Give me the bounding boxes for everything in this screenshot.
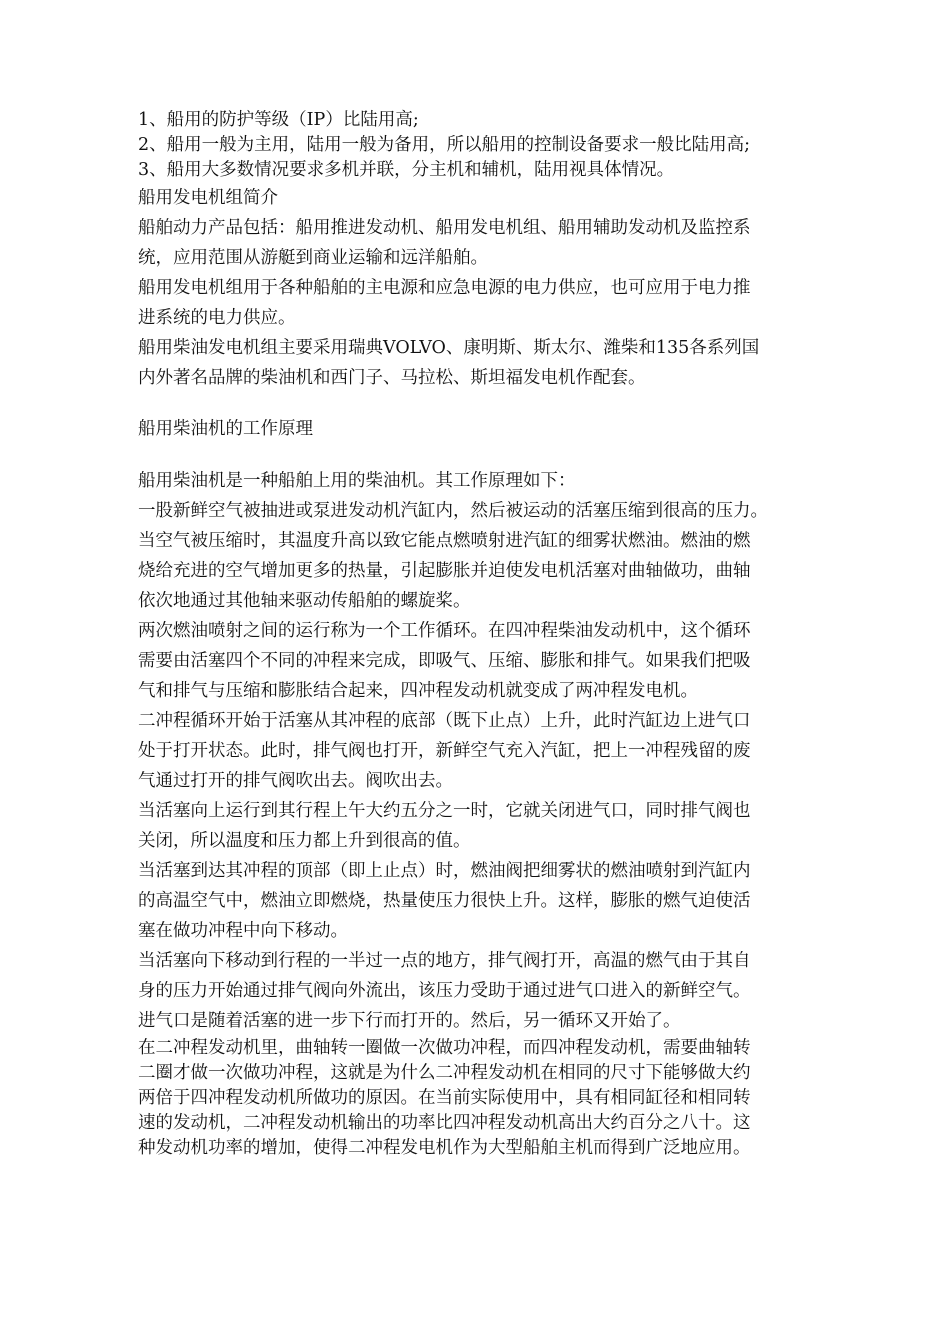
text-line: 种发动机功率的增加，使得二冲程发电机作为大型船舶主机而得到广泛地应用。 [138,1138,751,1158]
paragraph-generator-usage [138,273,828,333]
text-line: 的高温空气中，燃油立即燃烧，热量使压力很快上升。这样，膨胀的燃气迫使活 [138,891,751,911]
text-line: 船用发电机组简介 [138,188,278,208]
document-page [138,108,828,1161]
paragraph-compression [138,526,828,616]
spacer [138,393,828,417]
paragraph-brands [138,333,828,393]
paragraph-intro-principle [138,466,828,496]
paragraph-top-dead-center [138,856,828,946]
section-title-generator-intro [138,183,828,213]
text-line: 速的发动机，二冲程发动机输出的功率比四冲程发动机高出大约百分之八十。这 [138,1113,751,1133]
text-line: 统，应用范围从游艇到商业运输和远洋船舶。 [138,248,488,268]
text-line: 2、船用一般为主用，陆用一般为备用，所以船用的控制设备要求一般比陆用高; [138,135,751,155]
text-line: 在二冲程发动机里，曲轴转一圈做一次做功冲程，而四冲程发动机，需要曲轴转 [138,1038,751,1058]
text-line: 1、船用的防护等级（IP）比陆用高; [138,110,419,130]
spacer [138,442,828,466]
paragraph-power-products [138,213,828,273]
text-line: 烧给充进的空气增加更多的热量，引起膨胀并迫使发电机活塞对曲轴做功，曲轴 [138,561,751,581]
text-line: 处于打开状态。此时，排气阀也打开，新鲜空气充入汽缸，把上一冲程残留的废 [138,741,751,761]
text-line: 进系统的电力供应。 [138,308,296,328]
text-line: 船用柴油机是一种船舶上用的柴油机。其工作原理如下： [138,471,576,491]
text-line: 一股新鲜空气被抽进或泵进发动机汽缸内，然后被运动的活塞压缩到很高的压力。 [138,501,768,521]
paragraph-parallel-units [138,158,828,183]
text-line: 船舶动力产品包括：船用推进发动机、船用发电机组、船用辅助发动机及监控系 [138,218,751,238]
text-line: 需要由活塞四个不同的冲程来完成，即吸气、压缩、膨胀和排气。如果我们把吸 [138,651,751,671]
text-line: 内外著名品牌的柴油机和西门子、马拉松、斯坦福发电机作配套。 [138,368,646,388]
section-heading-working-principle: 船用柴油机的工作原理 [138,419,313,439]
text-line: 当活塞向下移动到行程的一半过一点的地方，排气阀打开，高温的燃气由于其自 [138,951,751,971]
paragraph-piston-up [138,796,828,856]
paragraph-air-intake [138,496,828,526]
text-line: 依次地通过其他轴来驱动传船舶的螺旋桨。 [138,591,471,611]
text-line: 当活塞到达其冲程的顶部（即上止点）时，燃油阀把细雾状的燃油喷射到汽缸内 [138,861,751,881]
paragraph-two-stroke-start [138,706,828,796]
text-line: 进气口是随着活塞的进一步下行而打开的。然后，另一循环又开始了。 [138,1011,681,1031]
text-line: 当活塞向上运行到其行程上午大约五分之一时，它就关闭进气口，同时排气阀也 [138,801,751,821]
text-line: 两倍于四冲程发动机所做功的原因。在当前实际使用中，具有相同缸径和相同转 [138,1088,751,1108]
text-line: 两次燃油喷射之间的运行称为一个工作循环。在四冲程柴油发动机中，这个循环 [138,621,751,641]
text-line: 二冲程循环开始于活塞从其冲程的底部（既下止点）上升，此时汽缸边上进气口 [138,711,751,731]
text-line: 当空气被压缩时，其温度升高以致它能点燃喷射进汽缸的细雾状燃油。燃油的燃 [138,531,751,551]
paragraph-exhaust-open [138,946,828,1006]
paragraph-work-cycle [138,616,828,706]
text-line: 气通过打开的排气阀吹出去。阀吹出去。 [138,771,453,791]
paragraph-new-cycle [138,1006,828,1036]
text-line: 关闭，所以温度和压力都上升到很高的值。 [138,831,471,851]
paragraph-two-vs-four-stroke [138,1036,828,1161]
text-line: 塞在做功冲程中向下移动。 [138,921,348,941]
text-line: 气和排气与压缩和膨胀结合起来，四冲程发动机就变成了两冲程发电机。 [138,681,698,701]
text-line: 二圈才做一次做功冲程，这就是为什么二冲程发动机在相同的尺寸下能够做大约 [138,1063,751,1083]
paragraph-ip-rating [138,108,828,133]
text-line: 船用发电机组用于各种船舶的主电源和应急电源的电力供应，也可应用于电力推 [138,278,751,298]
text-line: 身的压力开始通过排气阀向外流出，该压力受助于通过进气口进入的新鲜空气。 [138,981,751,1001]
text-line: 船用柴油发电机组主要采用瑞典VOLVO、康明斯、斯太尔、潍柴和135各系列国 [138,338,760,358]
paragraph-main-vs-backup [138,133,828,158]
text-line: 3、船用大多数情况要求多机并联，分主机和辅机，陆用视具体情况。 [138,160,675,180]
